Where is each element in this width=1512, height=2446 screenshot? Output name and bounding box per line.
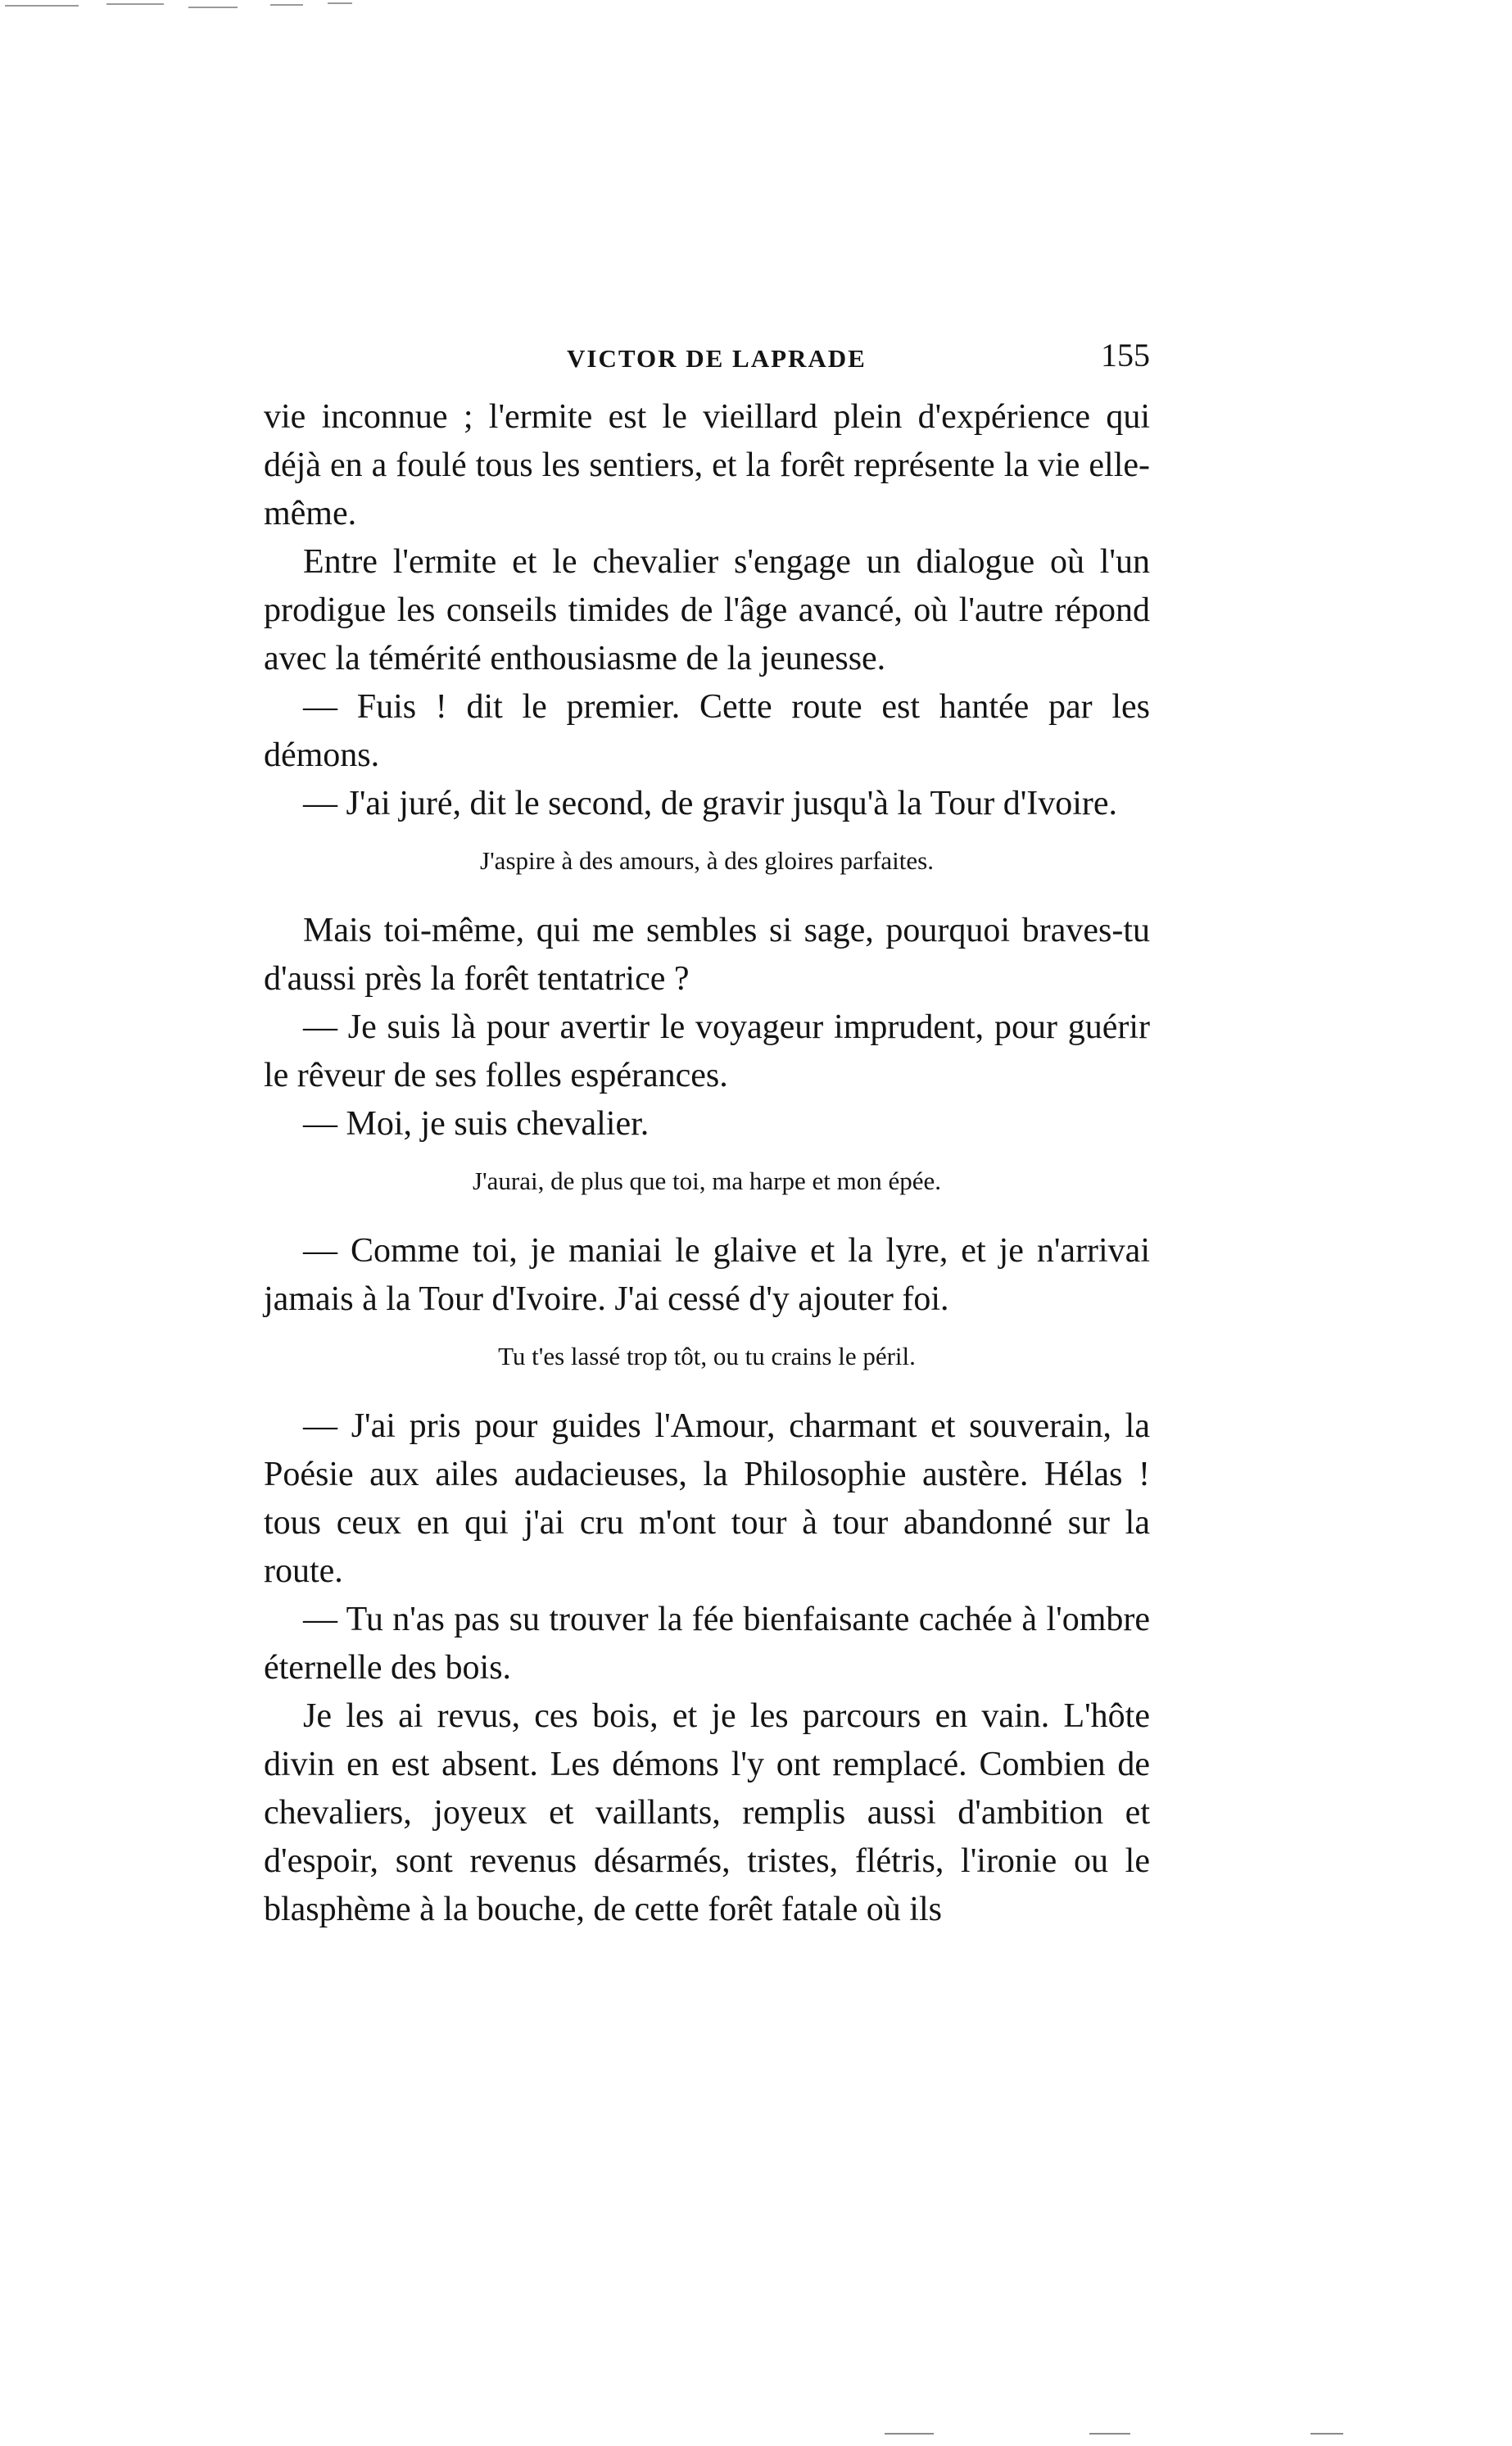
paragraph: Mais toi-même, qui me sembles si sage, pourquoi braves-tu d'aussi près la forêt tentatrice ? [264, 912, 1150, 998]
verse-quote: J'aurai, de plus que toi, ma harpe et mon épée. [472, 1166, 941, 1195]
dialogue-line: — J'ai juré, dit le second, de gravir jusqu'à la Tour d'Ivoire. [303, 785, 1118, 822]
dialogue-line: — J'ai pris pour guides l'Amour, charmant et souverain, la Poésie aux ailes audacieuses, la Philosophie austère. Hélas ! tous ceux en qui j'ai cru m'ont tour à tour abandonné sur la route. [264, 1407, 1150, 1590]
dialogue-line: — Je suis là pour avertir le voyageur imprudent, pour guérir le rêveur de ses folles espérances. [264, 1008, 1150, 1094]
page-header [264, 336, 1150, 385]
paragraph: Je les ai revus, ces bois, et je les parcours en vain. L'hôte divin en est absent. Les démons l'y ont remplacé. Combien de chevaliers, joyeux et vaillants, remplis aussi d'ambition et d'espoir, sont revenus désarmés, tristes, flétris, l'ironie ou le blasphème à la bouche, de cette forêt fatale où ils [264, 1697, 1150, 1928]
scan-specks [0, 0, 377, 20]
bottom-rule [885, 2433, 934, 2435]
dialogue-line: — Fuis ! dit le premier. Cette route est hantée par les démons. [264, 688, 1150, 774]
page-number: 155 [1101, 337, 1150, 374]
paragraph: Entre l'ermite et le chevalier s'engage un dialogue où l'un prodigue les conseils timides de l'âge avancé, où l'autre répond avec la témérité enthousiasme de la jeunesse. [264, 543, 1150, 677]
bottom-rule [1089, 2433, 1130, 2435]
running-title: VICTOR DE LAPRADE [567, 344, 867, 373]
body-text [264, 393, 1150, 1934]
dialogue-line: — Moi, je suis chevalier. [303, 1105, 650, 1143]
bottom-rule [1311, 2433, 1343, 2435]
verse-quote: J'aspire à des amours, à des gloires parfaites. [480, 846, 934, 875]
verse-quote: Tu t'es lassé trop tôt, ou tu crains le péril. [498, 1342, 916, 1370]
dialogue-line: — Comme toi, je maniai le glaive et la lyre, et je n'arrivai jamais à la Tour d'Ivoire. J'ai cessé d'y ajouter foi. [264, 1232, 1150, 1318]
dialogue-line: — Tu n'as pas su trouver la fée bienfaisante cachée à l'ombre éternelle des bois. [264, 1601, 1150, 1687]
paragraph: vie inconnue ; l'ermite est le vieillard plein d'expérience qui déjà en a foulé tous les sentiers, et la forêt représente la vie elle-même. [264, 398, 1150, 532]
